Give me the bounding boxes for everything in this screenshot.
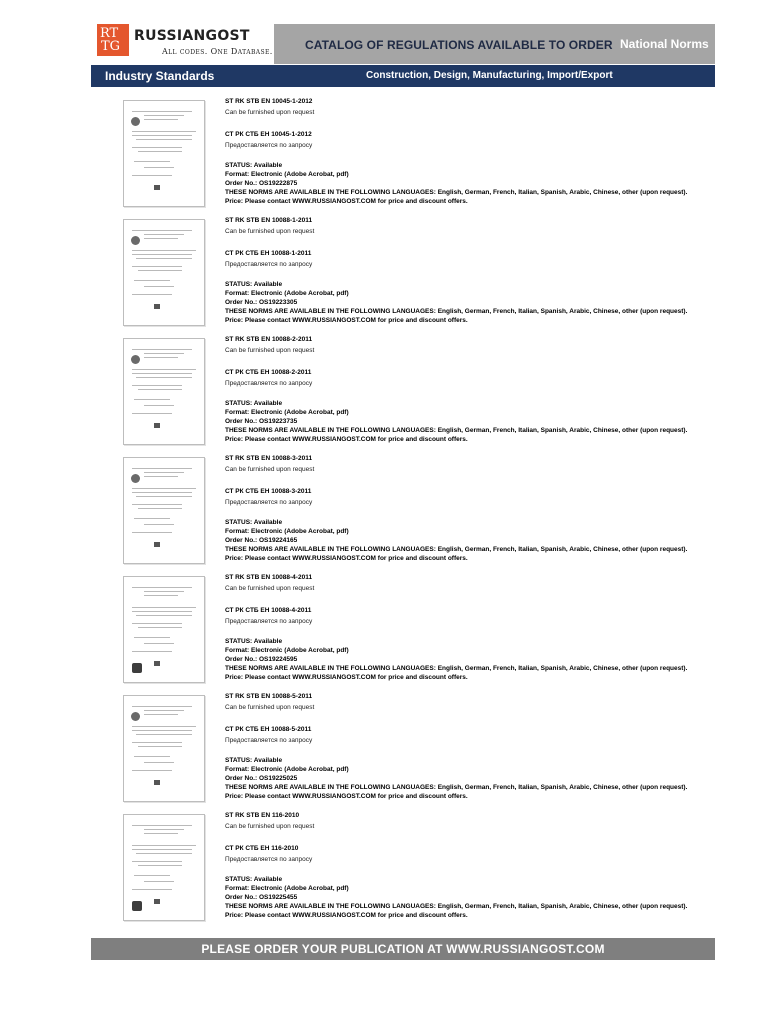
standard-code-ru: СТ РК СТБ ЕН 10088-1-2011 [225, 250, 312, 257]
standard-code-en: ST RK STB EN 10088-5-2011 [225, 693, 313, 700]
format-text: Format: Electronic (Adobe Acrobat, pdf) [225, 766, 349, 773]
thumbnail-text-line [132, 742, 182, 743]
availability-note-en: Can be furnished upon request [225, 823, 315, 830]
thumbnail-text-line [132, 373, 192, 374]
document-emblem-icon [131, 355, 140, 364]
catalog-entry [0, 98, 768, 216]
languages-text: THESE NORMS ARE AVAILABLE IN THE FOLLOWING LANGUAGES: English, German, French, Italian, Spanish, Arabic, Chinese, other (upon request). [225, 189, 688, 196]
thumbnail-text-line [136, 853, 192, 854]
standard-code-ru: СТ РК СТБ ЕН 10045-1-2012 [225, 131, 312, 138]
document-emblem-icon [131, 474, 140, 483]
thumbnail-text-line [132, 147, 182, 148]
thumbnail-text-line [132, 861, 182, 862]
thumbnail-text-line [136, 258, 192, 259]
logo-name: RUSSIANGOST [134, 28, 250, 44]
thumbnail-text-line [132, 385, 182, 386]
document-thumbnail[interactable] [123, 576, 205, 683]
price-text[interactable]: Price: Please contact WWW.RUSSIANGOST.COM for price and discount offers. [225, 317, 468, 324]
thumbnail-text-line [132, 651, 172, 652]
availability-note-en: Can be furnished upon request [225, 109, 315, 116]
price-text[interactable]: Price: Please contact WWW.RUSSIANGOST.COM for price and discount offers. [225, 674, 468, 681]
languages-text: THESE NORMS ARE AVAILABLE IN THE FOLLOWING LANGUAGES: English, German, French, Italian, Spanish, Arabic, Chinese, other (upon request). [225, 903, 688, 910]
status-text: STATUS: Available [225, 757, 283, 764]
thumbnail-text-line [132, 488, 196, 489]
thumbnail-text-line [144, 591, 184, 592]
standard-code-en: ST RK STB EN 10088-4-2011 [225, 574, 313, 581]
thumbnail-text-line [132, 607, 196, 608]
status-text: STATUS: Available [225, 400, 283, 407]
thumbnail-text-line [132, 250, 196, 251]
page-title: CATALOG OF REGULATIONS AVAILABLE TO ORDER [305, 38, 613, 52]
order-number: Order No.: OS19225455 [225, 894, 298, 901]
format-text: Format: Electronic (Adobe Acrobat, pdf) [225, 171, 349, 178]
availability-note-ru: Предоставляется по запросу [225, 142, 313, 149]
thumbnail-text-line [144, 710, 184, 711]
format-text: Format: Electronic (Adobe Acrobat, pdf) [225, 885, 349, 892]
thumbnail-text-line [144, 762, 174, 763]
thumbnail-text-line [138, 508, 182, 509]
industry-standards-label: Industry Standards [105, 69, 215, 83]
availability-note-ru: Предоставляется по запросу [225, 618, 313, 625]
thumbnail-text-line [144, 881, 174, 882]
thumbnail-text-line [132, 492, 192, 493]
thumbnail-text-line [134, 518, 170, 519]
document-emblem-icon [131, 117, 140, 126]
thumbnail-text-line [144, 405, 174, 406]
thumbnail-text-line [144, 643, 174, 644]
document-thumbnail[interactable] [123, 457, 205, 564]
thumbnail-text-line [134, 756, 170, 757]
thumbnail-text-line [136, 139, 192, 140]
thumbnail-text-line [144, 119, 178, 120]
standard-code-ru: СТ РК СТБ ЕН 116-2010 [225, 845, 299, 852]
document-emblem-icon [132, 901, 142, 911]
price-text[interactable]: Price: Please contact WWW.RUSSIANGOST.COM for price and discount offers. [225, 436, 468, 443]
document-mark-icon [154, 185, 160, 190]
document-thumbnail[interactable] [123, 100, 205, 207]
catalog-entry [0, 336, 768, 454]
thumbnail-text-line [132, 254, 192, 255]
thumbnail-text-line [138, 865, 182, 866]
logo-initials-top: RT [100, 26, 119, 41]
logo-mark [97, 24, 129, 56]
standard-code-ru: СТ РК СТБ ЕН 10088-3-2011 [225, 488, 312, 495]
thumbnail-text-line [132, 504, 182, 505]
thumbnail-text-line [132, 349, 192, 350]
thumbnail-text-line [134, 399, 170, 400]
catalog-entry [0, 217, 768, 335]
thumbnail-text-line [132, 587, 192, 588]
thumbnail-text-line [144, 595, 178, 596]
document-thumbnail[interactable] [123, 338, 205, 445]
document-mark-icon [154, 423, 160, 428]
thumbnail-text-line [138, 270, 182, 271]
thumbnail-text-line [144, 714, 178, 715]
format-text: Format: Electronic (Adobe Acrobat, pdf) [225, 409, 349, 416]
document-emblem-icon [131, 236, 140, 245]
standard-code-en: ST RK STB EN 10088-3-2011 [225, 455, 313, 462]
languages-text: THESE NORMS ARE AVAILABLE IN THE FOLLOWING LANGUAGES: English, German, French, Italian, Spanish, Arabic, Chinese, other (upon request). [225, 665, 688, 672]
thumbnail-text-line [132, 845, 196, 846]
thumbnail-text-line [132, 230, 192, 231]
catalog-entry [0, 693, 768, 811]
standard-code-en: ST RK STB EN 10045-1-2012 [225, 98, 313, 105]
order-number: Order No.: OS19223305 [225, 299, 298, 306]
document-thumbnail[interactable] [123, 219, 205, 326]
thumbnail-text-line [136, 377, 192, 378]
availability-note-en: Can be furnished upon request [225, 228, 315, 235]
thumbnail-text-line [134, 161, 170, 162]
thumbnail-text-line [132, 468, 192, 469]
order-number: Order No.: OS19223735 [225, 418, 298, 425]
languages-text: THESE NORMS ARE AVAILABLE IN THE FOLLOWING LANGUAGES: English, German, French, Italian, Spanish, Arabic, Chinese, other (upon request). [225, 427, 688, 434]
thumbnail-text-line [136, 734, 192, 735]
thumbnail-text-line [132, 369, 196, 370]
thumbnail-text-line [144, 115, 184, 116]
languages-text: THESE NORMS ARE AVAILABLE IN THE FOLLOWING LANGUAGES: English, German, French, Italian, Spanish, Arabic, Chinese, other (upon request). [225, 784, 688, 791]
standard-code-ru: СТ РК СТБ ЕН 10088-5-2011 [225, 726, 312, 733]
thumbnail-text-line [144, 353, 184, 354]
thumbnail-text-line [136, 496, 192, 497]
languages-text: THESE NORMS ARE AVAILABLE IN THE FOLLOWING LANGUAGES: English, German, French, Italian, Spanish, Arabic, Chinese, other (upon request). [225, 308, 688, 315]
document-emblem-icon [131, 712, 140, 721]
thumbnail-text-line [144, 476, 178, 477]
national-norms-label: National Norms [620, 37, 709, 51]
catalog-entry [0, 455, 768, 573]
availability-note-en: Can be furnished upon request [225, 466, 315, 473]
status-text: STATUS: Available [225, 876, 283, 883]
status-text: STATUS: Available [225, 281, 283, 288]
footer-text: PLEASE ORDER YOUR PUBLICATION AT WWW.RUSSIANGOST.COM [201, 942, 605, 956]
thumbnail-text-line [136, 615, 192, 616]
availability-note-ru: Предоставляется по запросу [225, 380, 313, 387]
document-mark-icon [154, 899, 160, 904]
thumbnail-text-line [132, 623, 182, 624]
status-text: STATUS: Available [225, 162, 283, 169]
thumbnail-text-line [132, 413, 172, 414]
standard-code-en: ST RK STB EN 116-2010 [225, 812, 300, 819]
availability-note-ru: Предоставляется по запросу [225, 499, 313, 506]
status-text: STATUS: Available [225, 638, 283, 645]
availability-note-ru: Предоставляется по запросу [225, 856, 313, 863]
price-text[interactable]: Price: Please contact WWW.RUSSIANGOST.COM for price and discount offers. [225, 555, 468, 562]
thumbnail-text-line [132, 889, 172, 890]
languages-text: THESE NORMS ARE AVAILABLE IN THE FOLLOWING LANGUAGES: English, German, French, Italian, Spanish, Arabic, Chinese, other (upon request). [225, 546, 688, 553]
document-mark-icon [154, 304, 160, 309]
thumbnail-text-line [132, 111, 192, 112]
thumbnail-text-line [144, 234, 184, 235]
standard-code-ru: СТ РК СТБ ЕН 10088-2-2011 [225, 369, 312, 376]
price-text[interactable]: Price: Please contact WWW.RUSSIANGOST.COM for price and discount offers. [225, 793, 468, 800]
thumbnail-text-line [132, 706, 192, 707]
thumbnail-text-line [134, 637, 170, 638]
standard-code-en: ST RK STB EN 10088-2-2011 [225, 336, 313, 343]
availability-note-ru: Предоставляется по запросу [225, 737, 313, 744]
thumbnail-text-line [134, 280, 170, 281]
document-thumbnail[interactable] [123, 695, 205, 802]
order-number: Order No.: OS19225025 [225, 775, 298, 782]
document-emblem-icon [132, 663, 142, 673]
availability-note-ru: Предоставляется по запросу [225, 261, 313, 268]
format-text: Format: Electronic (Adobe Acrobat, pdf) [225, 647, 349, 654]
format-text: Format: Electronic (Adobe Acrobat, pdf) [225, 528, 349, 535]
document-thumbnail[interactable] [123, 814, 205, 921]
thumbnail-text-line [132, 726, 196, 727]
thumbnail-text-line [144, 286, 174, 287]
logo-tagline: All codes. One Database. [162, 47, 273, 56]
thumbnail-text-line [132, 825, 192, 826]
document-mark-icon [154, 542, 160, 547]
document-mark-icon [154, 661, 160, 666]
document-mark-icon [154, 780, 160, 785]
format-text: Format: Electronic (Adobe Acrobat, pdf) [225, 290, 349, 297]
order-number: Order No.: OS19224165 [225, 537, 298, 544]
catalog-entry [0, 574, 768, 692]
thumbnail-text-line [138, 389, 182, 390]
thumbnail-text-line [144, 167, 174, 168]
thumbnail-text-line [144, 829, 184, 830]
thumbnail-text-line [144, 524, 174, 525]
category-band [91, 65, 715, 87]
thumbnail-text-line [144, 472, 184, 473]
thumbnail-text-line [132, 730, 192, 731]
thumbnail-text-line [132, 532, 172, 533]
thumbnail-text-line [132, 131, 196, 132]
thumbnail-text-line [144, 833, 178, 834]
thumbnail-text-line [138, 627, 182, 628]
thumbnail-text-line [134, 875, 170, 876]
thumbnail-text-line [132, 849, 192, 850]
availability-note-en: Can be furnished upon request [225, 347, 315, 354]
thumbnail-text-line [138, 151, 182, 152]
thumbnail-text-line [144, 357, 178, 358]
thumbnail-text-line [138, 746, 182, 747]
thumbnail-text-line [132, 611, 192, 612]
standard-code-ru: СТ РК СТБ ЕН 10088-4-2011 [225, 607, 312, 614]
order-number: Order No.: OS19224595 [225, 656, 298, 663]
price-text[interactable]: Price: Please contact WWW.RUSSIANGOST.COM for price and discount offers. [225, 198, 468, 205]
order-footer-banner[interactable] [91, 938, 715, 960]
thumbnail-text-line [132, 135, 192, 136]
order-number: Order No.: OS19222875 [225, 180, 298, 187]
thumbnail-text-line [132, 294, 172, 295]
availability-note-en: Can be furnished upon request [225, 704, 315, 711]
availability-note-en: Can be furnished upon request [225, 585, 315, 592]
catalog-entry [0, 812, 768, 930]
thumbnail-text-line [132, 175, 172, 176]
price-text[interactable]: Price: Please contact WWW.RUSSIANGOST.COM for price and discount offers. [225, 912, 468, 919]
thumbnail-text-line [132, 770, 172, 771]
thumbnail-text-line [144, 238, 178, 239]
standard-code-en: ST RK STB EN 10088-1-2011 [225, 217, 313, 224]
category-list: Construction, Design, Manufacturing, Import/Export [366, 70, 613, 81]
status-text: STATUS: Available [225, 519, 283, 526]
logo-initials-bottom: TG [101, 39, 121, 54]
thumbnail-text-line [132, 266, 182, 267]
